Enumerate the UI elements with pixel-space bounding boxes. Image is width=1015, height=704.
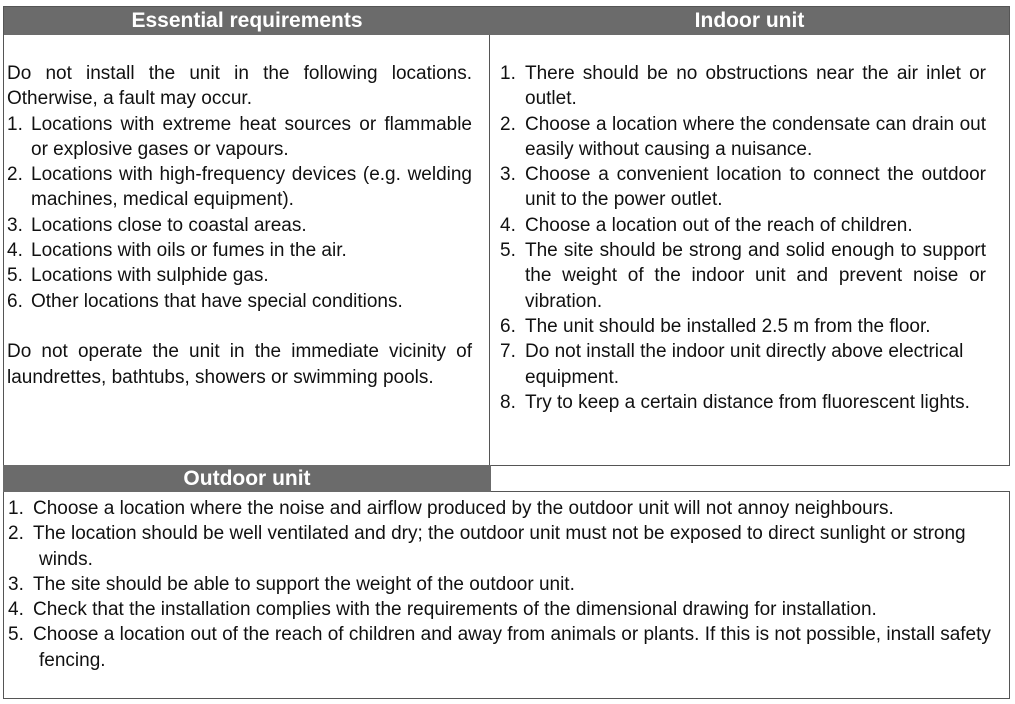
list-text: The location should be well ventilated and dry; the outdoor unit must not be exposed to direct sunlight or strong winds. (33, 523, 966, 570)
list-item (500, 112, 986, 163)
list-item (8, 572, 1006, 597)
list-number: 4. (500, 214, 516, 236)
list-item (500, 238, 986, 314)
list-text: Choose a location out of the reach of children. (525, 214, 913, 236)
list-number: 6. (7, 290, 23, 312)
list-item (7, 289, 472, 314)
list-text: Locations with sulphide gas. (31, 265, 269, 287)
list-item (500, 162, 986, 213)
list-number: 2. (7, 164, 23, 186)
list-text: Choose a location where the noise and airflow produced by the outdoor unit will not annoy neighbours. (33, 498, 894, 519)
outdoor-header: Outdoor unit (3, 465, 491, 492)
indoor-header: Indoor unit (490, 7, 1009, 35)
list-number: 2. (500, 113, 516, 135)
list-text: Locations with extreme heat sources or flammable or explosive gases or vapours. (31, 113, 472, 160)
list-number: 4. (7, 240, 23, 262)
list-number: 3. (7, 214, 23, 236)
list-item (500, 339, 986, 390)
list-number: 3. (500, 164, 516, 186)
list-item (500, 61, 986, 112)
indoor-content (500, 61, 986, 415)
list-text: Locations with oils or fumes in the air. (31, 240, 347, 262)
essential-list (7, 112, 472, 314)
list-item (8, 496, 1006, 521)
list-number: 6. (500, 315, 516, 337)
list-text: Choose a location out of the reach of children and away from animals or plants. If this is not possible, install safety fencing. (33, 624, 991, 671)
list-item (7, 263, 472, 288)
list-text: There should be no obstructions near the air inlet or outlet. (525, 63, 986, 110)
list-item (8, 622, 1006, 673)
list-item (8, 597, 1006, 622)
essential-note: Do not operate the unit in the immediate vicinity of laundrettes, bathtubs, showers or swimming pools. (7, 341, 472, 388)
outdoor-content (8, 496, 1006, 673)
list-text: Check that the installation complies with the requirements of the dimensional drawing for installation. (33, 599, 877, 621)
list-item (500, 213, 986, 238)
list-number: 7. (500, 341, 516, 363)
essential-header: Essential requirements (4, 7, 490, 35)
list-item (500, 314, 986, 339)
list-number: 1. (500, 63, 516, 84)
list-number: 8. (500, 391, 516, 413)
list-text: Other locations that have special conditions. (31, 290, 403, 312)
essential-intro: Do not install the unit in the following locations. Otherwise, a fault may occur. (7, 63, 472, 110)
list-number: 1. (7, 113, 23, 135)
list-text: Locations close to coastal areas. (31, 214, 307, 236)
list-item (7, 238, 472, 263)
list-number: 4. (8, 599, 24, 621)
list-number: 2. (8, 523, 24, 545)
list-number: 5. (8, 624, 24, 646)
list-text: Do not install the indoor unit directly above electrical equipment. (525, 341, 964, 388)
list-number: 5. (500, 240, 516, 262)
list-text: The unit should be installed 2.5 m from the floor. (525, 315, 931, 337)
list-text: Locations with high-frequency devices (e.g. welding machines, medical equipment). (31, 164, 472, 211)
list-text: Choose a convenient location to connect the outdoor unit to the power outlet. (525, 164, 986, 211)
list-item (500, 390, 986, 415)
list-item (7, 213, 472, 238)
list-text: The site should be able to support the weight of the outdoor unit. (33, 573, 575, 595)
list-number: 1. (8, 498, 24, 519)
essential-content (7, 61, 472, 390)
list-number: 3. (8, 573, 24, 595)
list-text: The site should be strong and solid enough to support the weight of the indoor unit and prevent noise or vibration. (525, 240, 986, 312)
list-number: 5. (7, 265, 23, 287)
list-text: Choose a location where the condensate can drain out easily without causing a nuisance. (525, 113, 986, 160)
list-item (8, 521, 1006, 572)
list-text: Try to keep a certain distance from fluorescent lights. (525, 391, 970, 413)
list-item (7, 112, 472, 163)
list-item (7, 162, 472, 213)
